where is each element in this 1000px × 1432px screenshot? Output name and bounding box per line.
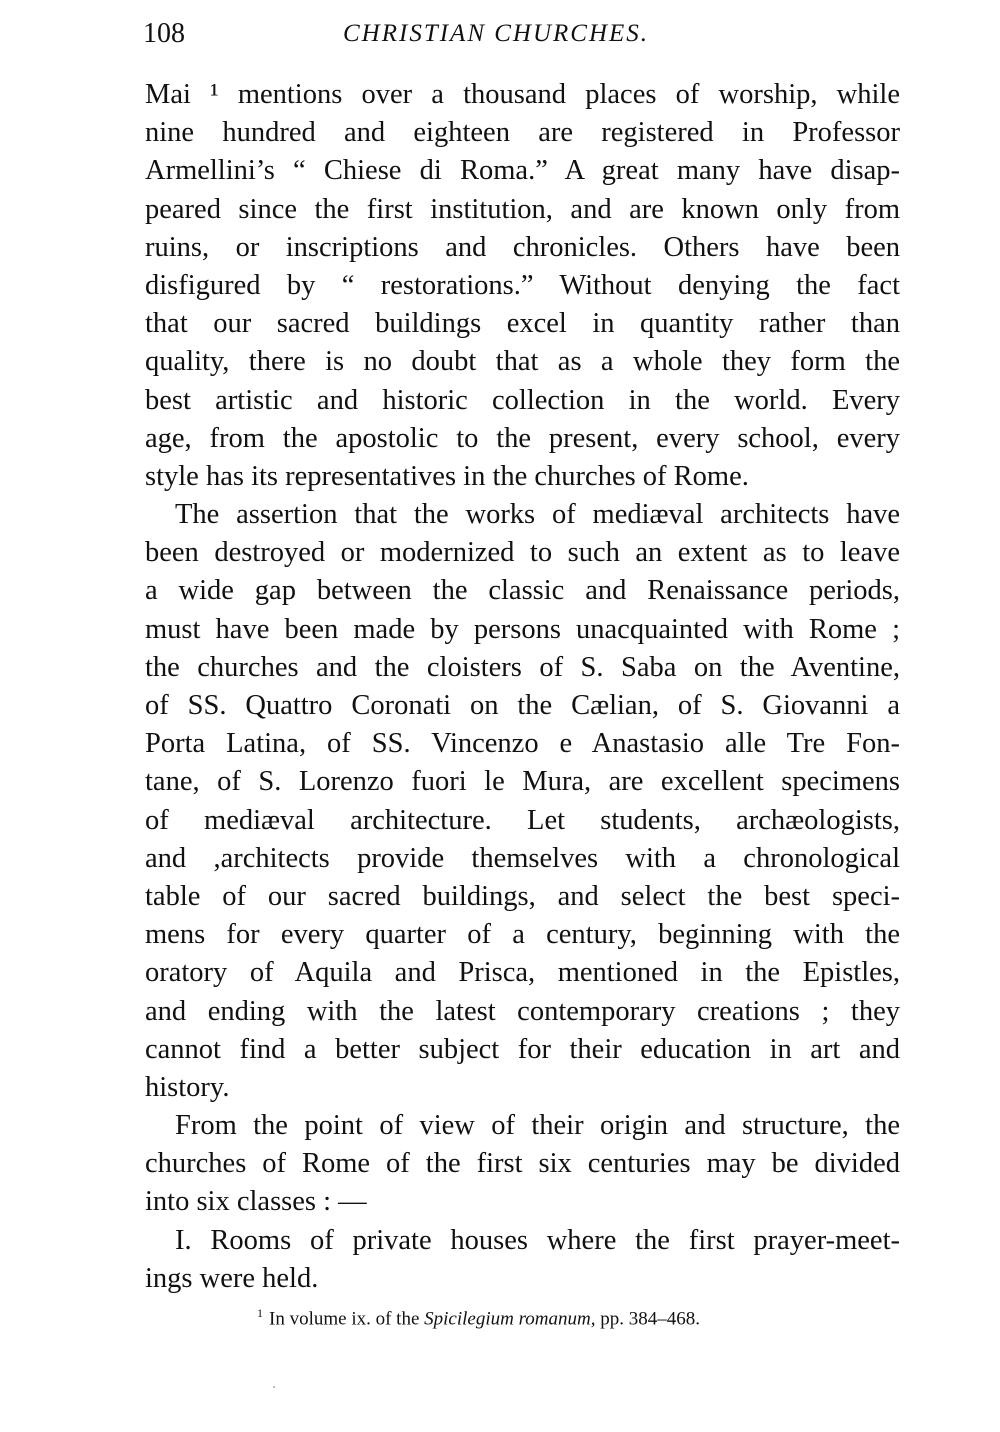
text-line: of SS. Quattro Coronati on the Cælian, of S. Giovanni a [145, 690, 900, 721]
text-line: peared since the first institution, and are known only from [145, 193, 900, 225]
text-line: Mai ¹ mentions over a thousand places of worship, while [145, 79, 900, 110]
scan-speck [273, 1386, 275, 1388]
text-line: mens for every quarter of a century, beginning with the [145, 919, 900, 951]
text-line: The assertion that the works of mediæval architects have [175, 499, 900, 531]
paragraph [145, 76, 900, 496]
text-line: best artistic and historic collection in the world. Every [145, 384, 900, 416]
page-number: 108 [143, 18, 185, 49]
text-line: cannot find a better subject for their education in art and [145, 1033, 900, 1065]
text-line: and ending with the latest contemporary creations ; they [145, 995, 900, 1027]
text-line: a wide gap between the classic and Renaissance periods, [145, 575, 900, 607]
text-line: style has its representatives in the churches of Rome. [145, 460, 749, 492]
paragraph [145, 1222, 900, 1298]
text-line: churches of Rome of the first six centuries may be divided [145, 1148, 900, 1180]
footnote [257, 1306, 700, 1330]
body-text [145, 76, 900, 1298]
footnote-marker: 1 [257, 1306, 263, 1320]
paragraph [145, 1107, 900, 1222]
text-line: Porta Latina, of SS. Vincenzo e Anastasio alle Tre Fon- [145, 728, 900, 760]
footnote-suffix: pp. 384–468. [595, 1308, 700, 1330]
text-line: tane, of S. Lorenzo fuori le Mura, are excellent specimens [145, 766, 900, 798]
text-line: disfigured by “ restorations.” Without denying the fact [145, 269, 900, 301]
text-line: must have been made by persons unacquainted with Rome ; [145, 613, 900, 645]
text-line: oratory of Aquila and Prisca, mentioned in the Epistles, [145, 957, 900, 989]
footnote-title: Spicilegium romanum, [424, 1308, 596, 1330]
text-line: table of our sacred buildings, and select the best speci- [145, 880, 900, 912]
text-line: ings were held. [145, 1262, 319, 1294]
text-line: Armellini’s “ Chiese di Roma.” A great many have disap- [145, 155, 900, 187]
paragraph [145, 496, 900, 1107]
text-line: that our sacred buildings excel in quantity rather than [145, 308, 900, 340]
text-line: I. Rooms of private houses where the first prayer-meet- [175, 1224, 900, 1256]
page-header [143, 18, 900, 58]
text-line: ruins, or inscriptions and chronicles. Others have been [145, 231, 900, 263]
text-line: age, from the apostolic to the present, every school, every [145, 422, 900, 454]
text-line: been destroyed or modernized to such an extent as to leave [145, 537, 900, 569]
text-line: From the point of view of their origin and structure, the [175, 1110, 900, 1142]
text-line: the churches and the cloisters of S. Saba on the Aventine, [145, 651, 900, 683]
text-line: into six classes : — [145, 1186, 367, 1218]
text-line: and ,architects provide themselves with a chronological [145, 842, 900, 874]
text-line: nine hundred and eighteen are registered in Professor [145, 117, 900, 149]
footnote-prefix: In volume ix. of the [269, 1308, 425, 1330]
running-title: CHRISTIAN CHURCHES. [343, 20, 650, 47]
text-line: of mediæval architecture. Let students, archæologists, [145, 804, 900, 836]
text-line: history. [145, 1071, 230, 1103]
text-line: quality, there is no doubt that as a whole they form the [145, 346, 900, 378]
